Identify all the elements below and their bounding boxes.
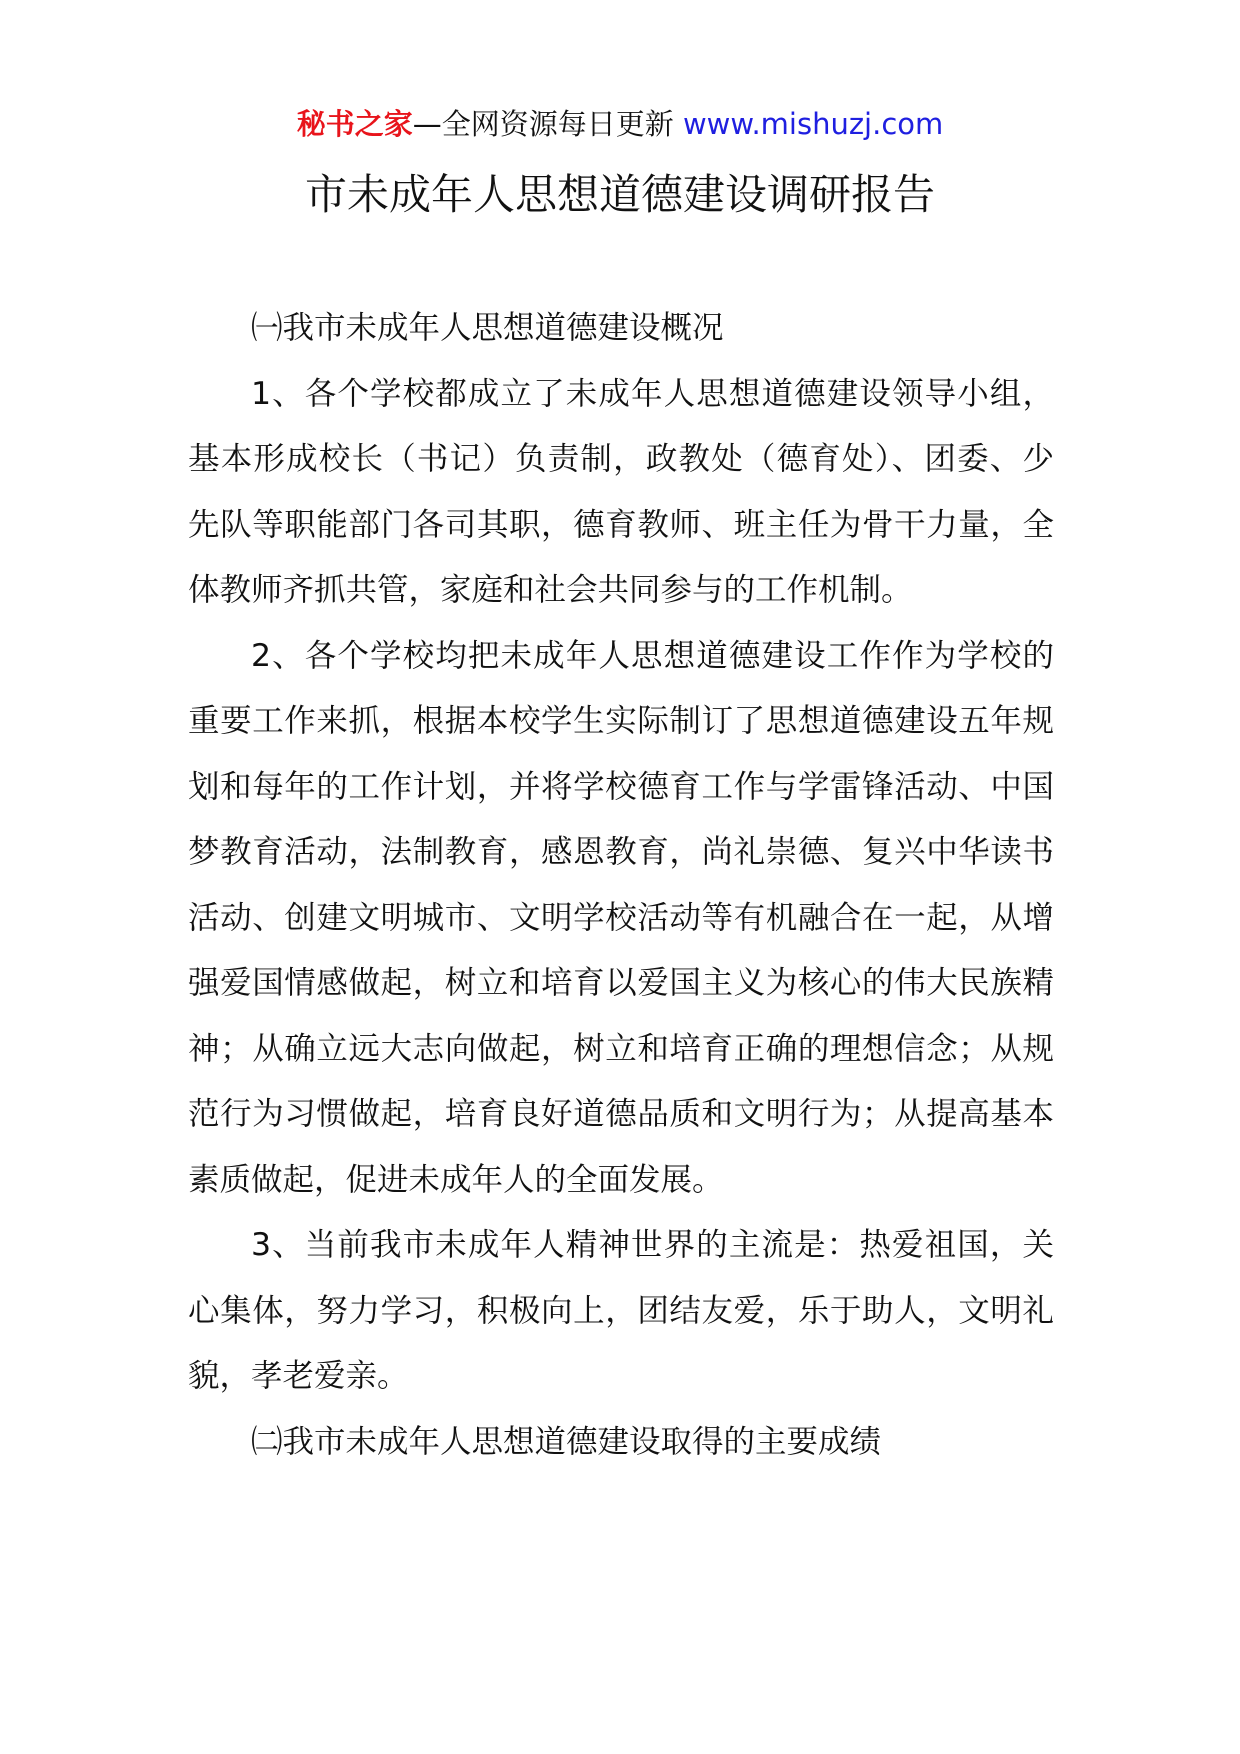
section-heading-1: ㈠我市未成年人思想道德建设概况: [251, 310, 724, 346]
section-heading-2: ㈡我市未成年人思想道德建设取得的主要成绩: [251, 1423, 882, 1460]
document-body: [188, 296, 1054, 1475]
banner-tagline: —全网资源每日更新: [412, 107, 674, 141]
paragraph-2: 2、各个学校均把未成年人思想道德建设工作作为学校的重要工作来抓，根据本校学生实际制订了思想道德建设五年规划和每年的工作计划，并将学校德育工作与学雷锋活动、中国梦教育活动，法制教育，感恩教育，尚礼崇德、复兴中华读书活动、创建文明城市、文明学校活动等有机融合在一起，从增强爱国情感做起，树立和培育以爱国主义为核心的伟大民族精神；从确立远大志向做起，树立和培育正确的理想信念；从规范行为习惯做起，培育良好道德品质和文明行为；从提高基本素质做起，促进未成年人的全面发展。: [188, 637, 1054, 1198]
paragraph-1: 1、各个学校都成立了未成年人思想道德建设领导小组，基本形成校长（书记）负责制，政教处（德育处）、团委、少先队等职能部门各司其职，德育教师、班主任为骨干力量，全体教师齐抓共管，家庭和社会共同参与的工作机制。: [188, 375, 1054, 608]
paragraph-3: 3、当前我市未成年人精神世界的主流是：热爱祖国，关心集体，努力学习，积极向上，团结友爱，乐于助人，文明礼貌，孝老爱亲。: [188, 1227, 1054, 1394]
brand-name: 秘书之家: [296, 107, 413, 141]
source-banner: [0, 104, 1240, 144]
site-url-link[interactable]: www.mishuzj.com: [682, 107, 944, 141]
document-title: 市未成年人思想道德建设调研报告: [304, 170, 935, 219]
